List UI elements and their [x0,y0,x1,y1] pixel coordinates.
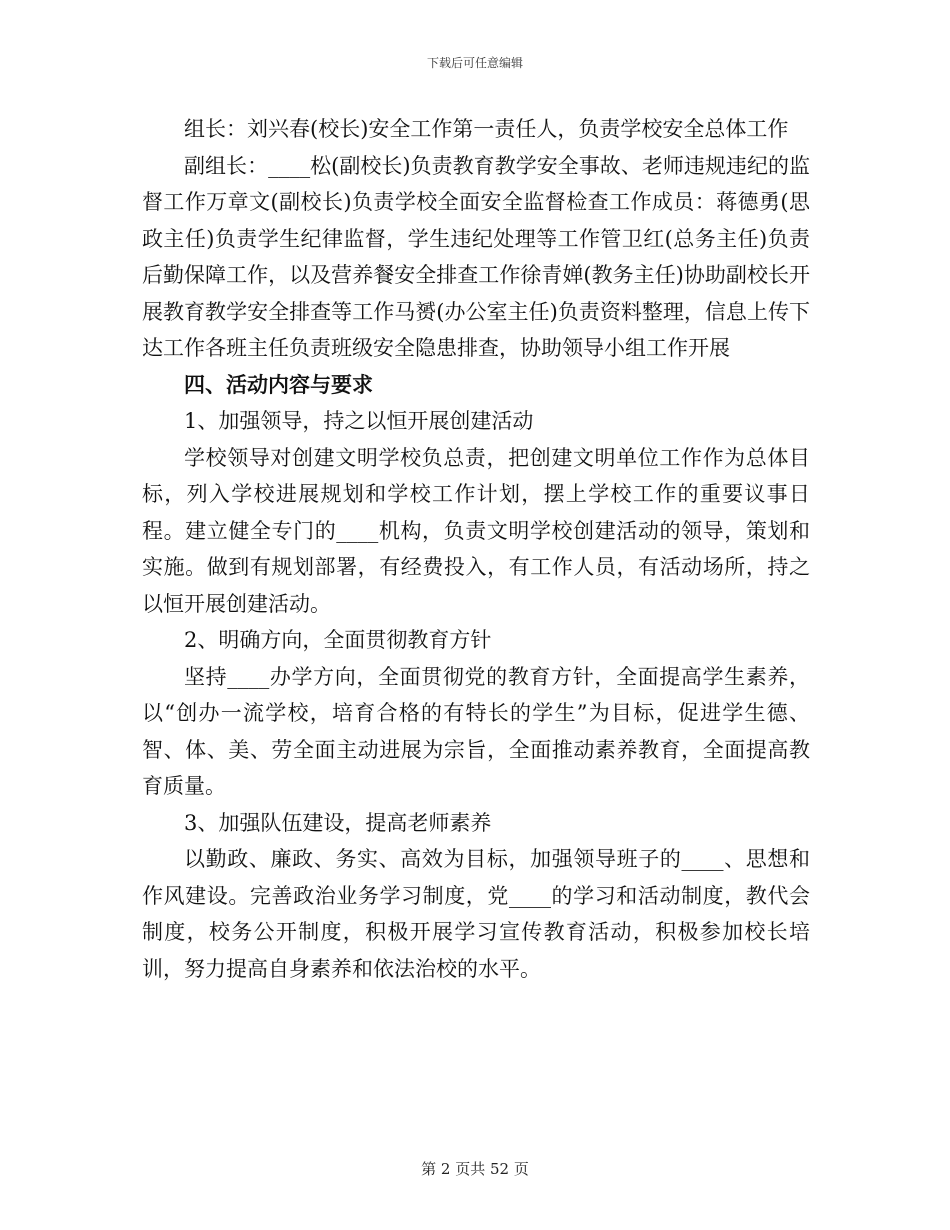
paragraph-leadership-details: 学校领导对创建文明学校负总责，把创建文明单位工作作为总体目标，列入学校进展规划和学校工作计划，摆上学校工作的重要议事日程。建立健全专门的____机构，负责文明学校创建活动的领导，策划和实施。做到有规划部署，有经费投入，有工作人员，有活动场所，持之以恒开展创建活动。 [142,445,810,616]
paragraph-education-direction: 坚持____办学方向，全面贯彻党的教育方针，全面提高学生素养，以“创办一流学校，培育合格的有特长的学生”为目标，促进学生德、智、体、美、劳全面主动进展为宗旨，全面推动素养教育，全面提高教育质量。 [142,664,810,798]
document-body [142,111,810,987]
paragraph-deputy-leaders: 副组长：____松(副校长)负责教育教学安全事故、老师违规违纪的监督工作万章文(副校长)负责学校全面安全监督检查工作成员：蒋德勇(思政主任)负责学生纪律监督，学生违纪处理等工作管卫红(总务主任)负责后勤保障工作，以及营养餐安全排查工作徐青婵(教务主任)协助副校长开展教育教学安全排查等工作马赟(办公室主任)负责资料整理，信息上传下达工作各班主任负责班级安全隐患排查，协助领导小组工作开展 [142,153,810,360]
page-footer: 第 2 页共 52 页 [421,1160,529,1178]
subheading-team-building: 3、加强队伍建设，提高老师素养 [184,810,492,835]
subheading-education-direction: 2、明确方向，全面贯彻教育方针 [184,628,492,652]
page-header: 下载后可任意编辑 [426,56,523,70]
paragraph-group-leader: 组长：刘兴春(校长)安全工作第一责任人，负责学校安全总体工作 [184,117,789,141]
subheading-strengthen-leadership: 1、加强领导，持之以恒开展创建活动 [184,409,534,433]
section-heading-activity-content: 四、活动内容与要求 [184,371,373,397]
paragraph-team-building: 以勤政、廉政、务实、高效为目标，加强领导班子的____、思想和作风建设。完善政治业务学习制度，党____的学习和活动制度，教代会制度，校务公开制度，积极开展学习宣传教育活动，积极参加校长培训，努力提高自身素养和依法治校的水平。 [142,847,810,981]
